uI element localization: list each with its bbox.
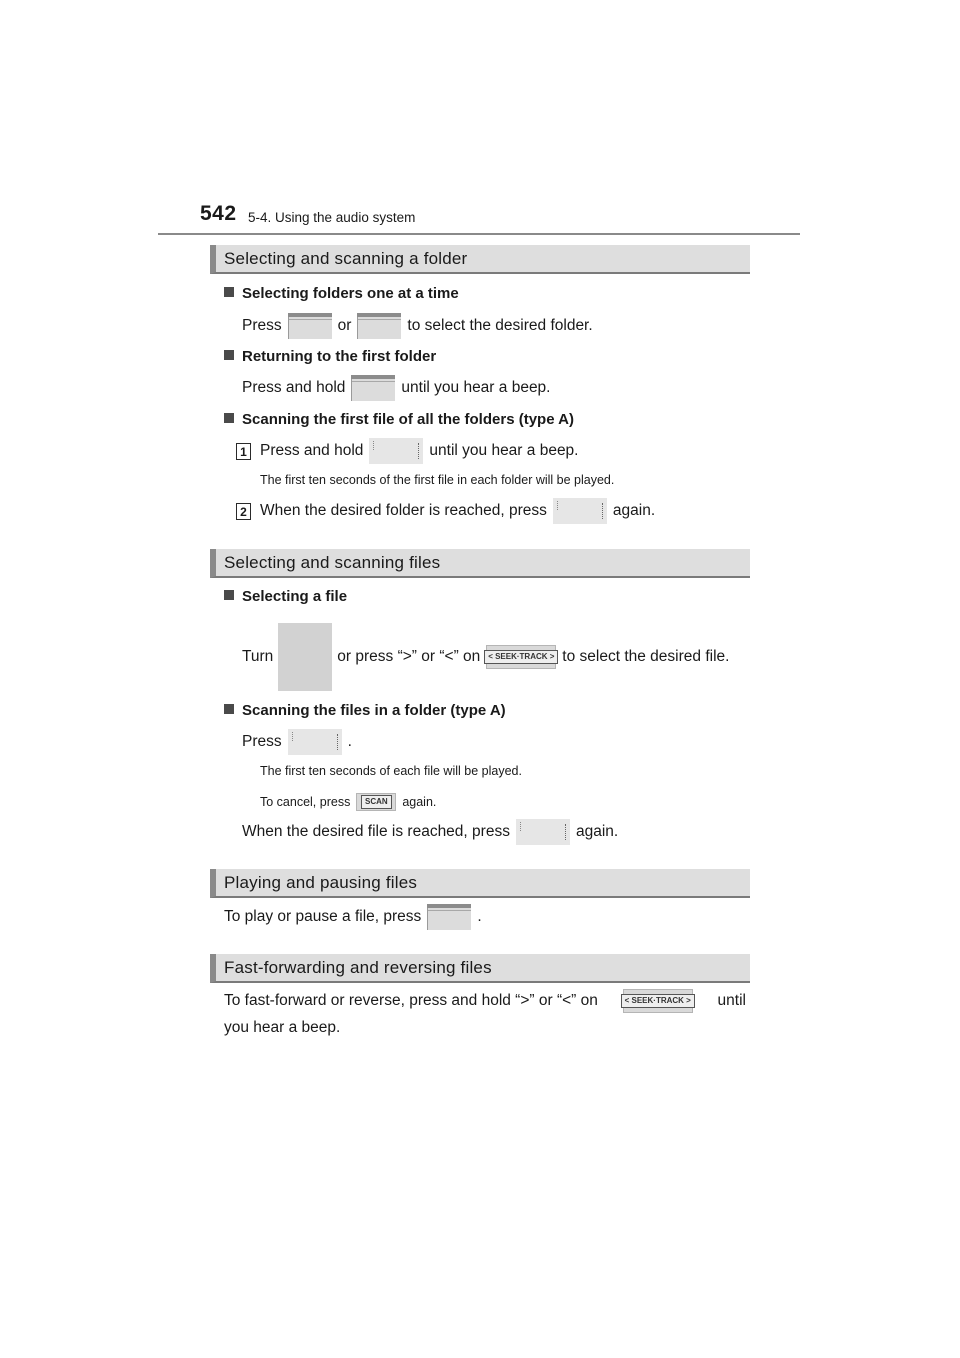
text-line: Press and hold until you hear a beep.	[260, 437, 579, 465]
scan-button-icon	[553, 498, 607, 524]
note-line: The first ten seconds of the first file in each folder will be played.	[260, 473, 615, 487]
note-line: The first ten seconds of each file will be played.	[260, 764, 522, 778]
section-play-title: Playing and pausing files	[224, 872, 418, 892]
text-line: you hear a beep.	[224, 1019, 341, 1036]
bullet-heading: Scanning the files in a folder (type A)	[224, 702, 506, 719]
bullet-heading: Returning to the first folder	[224, 348, 436, 365]
bullet-square-icon	[224, 287, 234, 297]
scan-button-icon	[516, 819, 570, 845]
folder-down-button-icon	[351, 375, 395, 401]
seek-track-button-icon: < SEEK·TRACK >	[486, 645, 556, 669]
bullet-heading: Scanning the first file of all the folders (type A)	[224, 411, 574, 428]
seek-track-button-icon: < SEEK·TRACK >	[623, 989, 693, 1013]
section-fast-header	[210, 954, 750, 983]
bullet-square-icon	[224, 590, 234, 600]
bullet-heading: Selecting a file	[224, 588, 347, 605]
note-line: To cancel, press SCAN again.	[260, 795, 437, 809]
text-line: To play or pause a file, press .	[224, 903, 482, 931]
tune-knob-icon	[278, 623, 332, 691]
scan-button-icon	[288, 729, 342, 755]
scan-label-button-icon: SCAN	[356, 793, 396, 811]
text-line: Press .	[242, 728, 352, 756]
page-number: 542	[200, 202, 237, 225]
section-play-header	[210, 869, 750, 898]
text-line: Turn or press “>” or “<” on < SEEK·TRACK > to select the desired file.	[242, 622, 729, 692]
section-folder-header	[210, 245, 750, 274]
header-rule	[158, 233, 800, 235]
text-line: Press or to select the desired folder.	[242, 312, 593, 340]
chapter-title: 5-4. Using the audio system	[248, 210, 416, 225]
bullet-square-icon	[224, 413, 234, 423]
step-number-2: 2	[236, 503, 251, 520]
bullet-square-icon	[224, 704, 234, 714]
text-line: When the desired folder is reached, press again.	[260, 497, 655, 525]
section-folder-title: Selecting and scanning a folder	[224, 248, 468, 268]
bullet-square-icon	[224, 350, 234, 360]
text-line: When the desired file is reached, press again.	[242, 818, 618, 846]
folder-down-button-icon	[288, 313, 332, 339]
step-number-1: 1	[236, 443, 251, 460]
section-files-title: Selecting and scanning files	[224, 552, 441, 572]
bullet-heading: Selecting folders one at a time	[224, 285, 459, 302]
folder-up-button-icon	[357, 313, 401, 339]
scan-button-icon	[369, 438, 423, 464]
section-files-header	[210, 549, 750, 578]
text-line: Press and hold until you hear a beep.	[242, 374, 551, 402]
text-line: To fast-forward or reverse, press and hold “>” or “<” on < SEEK·TRACK > until	[224, 987, 746, 1015]
section-fast-title: Fast-forwarding and reversing files	[224, 957, 492, 977]
play-pause-button-icon	[427, 904, 471, 930]
